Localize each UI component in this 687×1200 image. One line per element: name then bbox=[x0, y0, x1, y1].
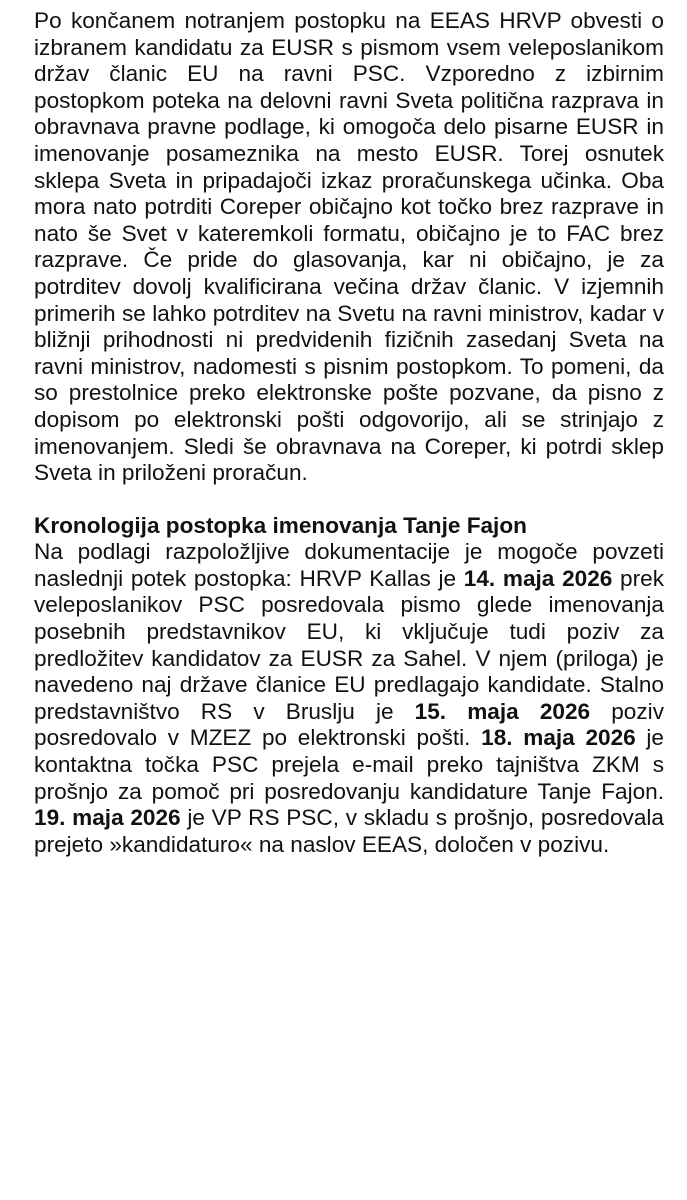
paragraph-chronology bbox=[34, 539, 664, 858]
chronology-text-4: je kontaktna točka PSC prejela e-mail preko tajništva ZKM s prošnjo za pomoč pri posredovanju kandidature Tanje Fajon. bbox=[34, 725, 664, 804]
chronology-text-2: prek veleposlanikov PSC posredovala pismo glede imenovanja posebnih predstavnikov EU, ki vključuje tudi poziv za predložitev kandidatov za EUSR za Sahel. V njem (priloga) je navedeno naj države članice EU predlagajo kandidate. Stalno predstavništvo RS v Bruslju je bbox=[34, 565, 664, 724]
chronology-text-5: je VP RS PSC, v skladu s prošnjo, posredovala prejeto »kandidaturo« na naslov EEAS, določen v pozivu. bbox=[34, 805, 664, 857]
date-may-14: 14. maja 2026 bbox=[463, 565, 613, 591]
section-heading: Kronologija postopka imenovanja Tanje Fajon bbox=[34, 512, 527, 538]
date-may-15: 15. maja 2026 bbox=[414, 698, 591, 724]
date-may-19: 19. maja 2026 bbox=[34, 805, 181, 831]
document-page bbox=[34, 8, 664, 858]
date-may-18: 18. maja 2026 bbox=[481, 725, 636, 751]
chronology-text-1: Na podlagi razpoložljive dokumentacije je mogoče povzeti naslednji potek postopka: HRVP Kallas je bbox=[34, 539, 664, 591]
chronology-text-3: poziv posredovalo v MZEZ po elektronski pošti. bbox=[34, 698, 664, 751]
paragraph-procedure: Po končanem notranjem postopku na EEAS HRVP obvesti o izbranem kandidatu za EUSR s pismom vsem veleposlanikom držav članic EU na ravni PSC. Vzporedno z izbirnim postopkom poteka na delovni ravni Sveta politična razprava in obravnava pravne podlage, ki omogoča delo pisarne EUSR in imenovanje posameznika na mesto EUSR. Torej osnutek sklepa Sveta in pripadajoči izkaz proračunskega učinka. Oba mora nato potrditi Coreper običajno kot točko brez razprave in nato še Svet v kateremkoli formatu, običajno je to FAC brez razprave. Če pride do glasovanja, kar ni običajno, je za potrditev dovolj kvalificirana večina držav članic. V izjemnih primerih se lahko potrditev na Svetu na ravni ministrov, kadar v bližnji prihodnosti ni predvidenih fizičnih zasedanj Sveta na ravni ministrov, nadomesti s pisnim postopkom. To pomeni, da so prestolnice preko elektronske pošte pozvane, da pisno z dopisom po elektronski pošti odgovorijo, ali se strinjajo z imenovanjem. Sledi še obravnava na Coreper, ki potrdi sklep Sveta in priloženi proračun. bbox=[34, 8, 664, 486]
